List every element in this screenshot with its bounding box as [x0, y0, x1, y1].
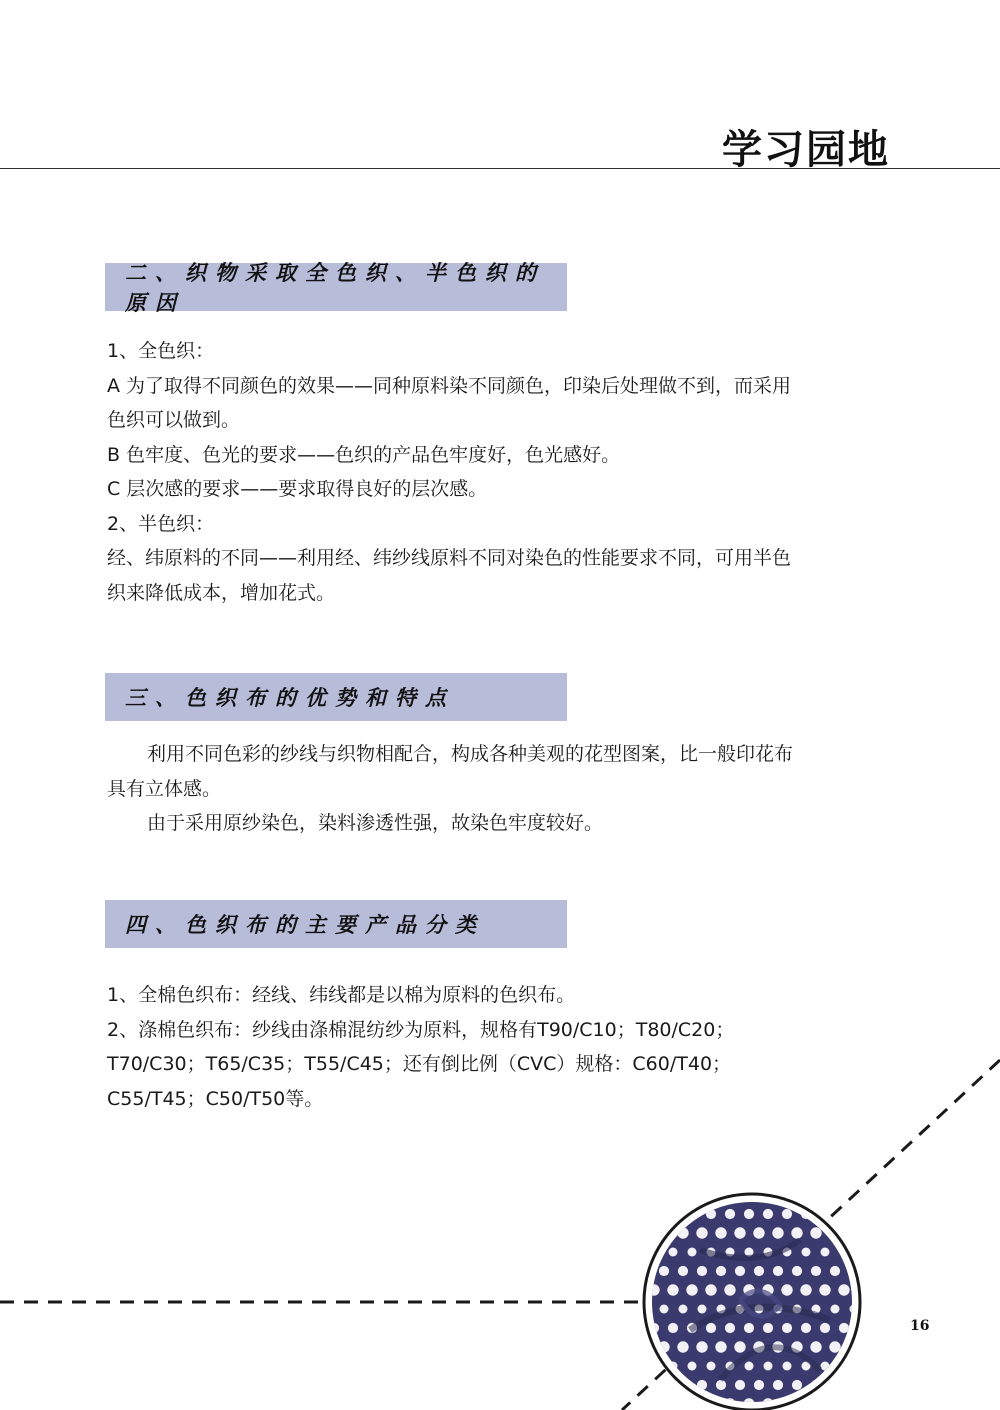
fabric-dot — [688, 1248, 697, 1257]
fabric-dot — [735, 1266, 745, 1276]
fabric-dot — [686, 1398, 697, 1409]
fabric-dot — [667, 1284, 678, 1295]
fabric-dot — [800, 1398, 811, 1409]
fabric-dot — [698, 1191, 707, 1200]
text-line: C 层次感的要求——要求取得良好的层次感。 — [107, 478, 488, 500]
fabric-dot — [724, 1284, 735, 1295]
fabric-dot — [773, 1266, 783, 1276]
fabric-dot — [793, 1191, 802, 1200]
text-line: 由于采用原纱染色，染料渗透性强，故染色牢度较好。 — [147, 812, 604, 834]
fabric-dot — [810, 1227, 821, 1238]
fabric-dot — [641, 1191, 650, 1200]
fabric-dot — [696, 1341, 707, 1352]
fabric-dot — [811, 1266, 821, 1276]
fabric-dot — [648, 1398, 659, 1409]
fabric-dot — [810, 1341, 821, 1352]
fabric-dot — [858, 1323, 868, 1333]
fabric-dot — [812, 1191, 821, 1200]
fabric-dot — [849, 1380, 859, 1390]
page-header-title: 学习园地 — [722, 126, 890, 173]
fabric-dot — [698, 1305, 707, 1314]
fabric-dot — [696, 1227, 707, 1238]
text-line: 利用不同色彩的纱线与织物相配合，构成各种美观的花型图案，比一般印花布 — [147, 743, 794, 765]
text-line: T70/C30；T65/C35；T55/C45；还有倒比例（CVC）规格：C60/T40； — [107, 1053, 732, 1075]
section-heading-categories: 四、色织布的主要产品分类 — [105, 900, 567, 948]
fabric-dot — [707, 1362, 716, 1371]
fabric-dot — [659, 1266, 669, 1276]
fabric-dot — [831, 1305, 840, 1314]
fabric-dot — [697, 1266, 707, 1276]
text-line: 1、全棉色织布：经线、纬线都是以棉为原料的色织布。 — [107, 984, 576, 1006]
fabric-dot — [801, 1323, 811, 1333]
fabric-dot — [830, 1380, 840, 1390]
fabric-dot — [639, 1341, 650, 1352]
page-number: 16 — [910, 1318, 930, 1334]
section-heading-advantages: 三、色织布的优势和特点 — [105, 673, 567, 721]
fabric-dot — [705, 1284, 716, 1295]
fabric-dot — [792, 1266, 802, 1276]
fabric-dot — [783, 1362, 792, 1371]
fabric-dot — [819, 1398, 830, 1409]
fabric-dot — [782, 1209, 792, 1219]
fabric-dot — [686, 1284, 697, 1295]
fabric-dot — [858, 1209, 868, 1219]
text-line: 经、纬原料的不同——利用经、纬纱线原料不同对染色的性能要求不同，可用半色 — [107, 547, 792, 569]
fabric-dot — [829, 1341, 840, 1352]
text-line: 2、半色织： — [107, 512, 215, 535]
fabric-dot — [782, 1323, 792, 1333]
fabric-dot — [763, 1209, 773, 1219]
fabric-dot — [857, 1398, 868, 1409]
fabric-dot — [677, 1341, 688, 1352]
fabric-dot — [764, 1362, 773, 1371]
fabric-dot — [659, 1380, 669, 1390]
fabric-dot — [715, 1227, 726, 1238]
fabric-dot — [791, 1227, 802, 1238]
fabric-dot — [639, 1227, 650, 1238]
fabric-dot — [716, 1266, 726, 1276]
fabric-dot — [763, 1323, 773, 1333]
fabric-dot — [706, 1323, 716, 1333]
fabric-dot — [838, 1284, 849, 1295]
fabric-dot — [688, 1362, 697, 1371]
fabric-dot — [754, 1380, 764, 1390]
text-line: 织来降低成本，增加花式。 — [107, 581, 336, 604]
fabric-dot — [859, 1362, 868, 1371]
text-line: 色织可以做到。 — [107, 409, 241, 431]
fabric-dot — [773, 1380, 783, 1390]
fabric-dot — [649, 1209, 659, 1219]
fabric-dot — [848, 1227, 859, 1238]
fabric-dot — [660, 1305, 669, 1314]
fabric-dot — [802, 1248, 811, 1257]
fabric-dot — [830, 1266, 840, 1276]
fabric-dot — [792, 1380, 802, 1390]
fabric-dot — [838, 1398, 849, 1409]
fabric-dot — [725, 1323, 735, 1333]
fabric-dot — [734, 1227, 745, 1238]
fabric-dot — [715, 1341, 726, 1352]
fabric-dot — [735, 1380, 745, 1390]
text-line: 2、涤棉色织布：纱线由涤棉混纺纱为原料，规格有T90/C10；T80/C20； — [107, 1018, 735, 1041]
fabric-dot — [716, 1380, 726, 1390]
fabric-dot — [781, 1284, 792, 1295]
fabric-dot — [859, 1248, 868, 1257]
fabric-dot — [819, 1284, 830, 1295]
fabric-dot — [744, 1209, 754, 1219]
fabric-dot — [734, 1341, 745, 1352]
section-heading-reasons: 二、织物采取全色织、半色织的原因 — [105, 263, 567, 311]
fabric-dot — [679, 1305, 688, 1314]
fabric-dot — [839, 1209, 849, 1219]
text-line: A 为了取得不同颜色的效果——同种原料染不同颜色，印染后处理做不到，而采用 — [107, 374, 792, 397]
fabric-dot — [772, 1227, 783, 1238]
fabric-dot — [744, 1323, 754, 1333]
fabric-dot — [679, 1191, 688, 1200]
fabric-dot — [678, 1266, 688, 1276]
fabric-dot — [725, 1209, 735, 1219]
fabric-dot — [754, 1266, 764, 1276]
fabric-dot — [669, 1248, 678, 1257]
fabric-dot — [831, 1191, 840, 1200]
text-line: C55/T45；C50/T50等。 — [107, 1087, 324, 1110]
fabric-dot — [668, 1323, 678, 1333]
fabric-dot — [745, 1362, 754, 1371]
fabric-dot — [650, 1362, 659, 1371]
text-line: 具有立体感。 — [107, 777, 222, 800]
fabric-dot — [660, 1191, 669, 1200]
fabric-dot — [753, 1227, 764, 1238]
fabric-dot — [800, 1284, 811, 1295]
fabric-dot — [668, 1209, 678, 1219]
fabric-dot — [820, 1323, 830, 1333]
text-line: B 色牢度、色光的要求——色织的产品色牢度好，色光感好。 — [107, 443, 621, 466]
fabric-dot — [667, 1398, 678, 1409]
text-line: 1、全色织： — [107, 340, 215, 362]
fabric-dot — [821, 1248, 830, 1257]
